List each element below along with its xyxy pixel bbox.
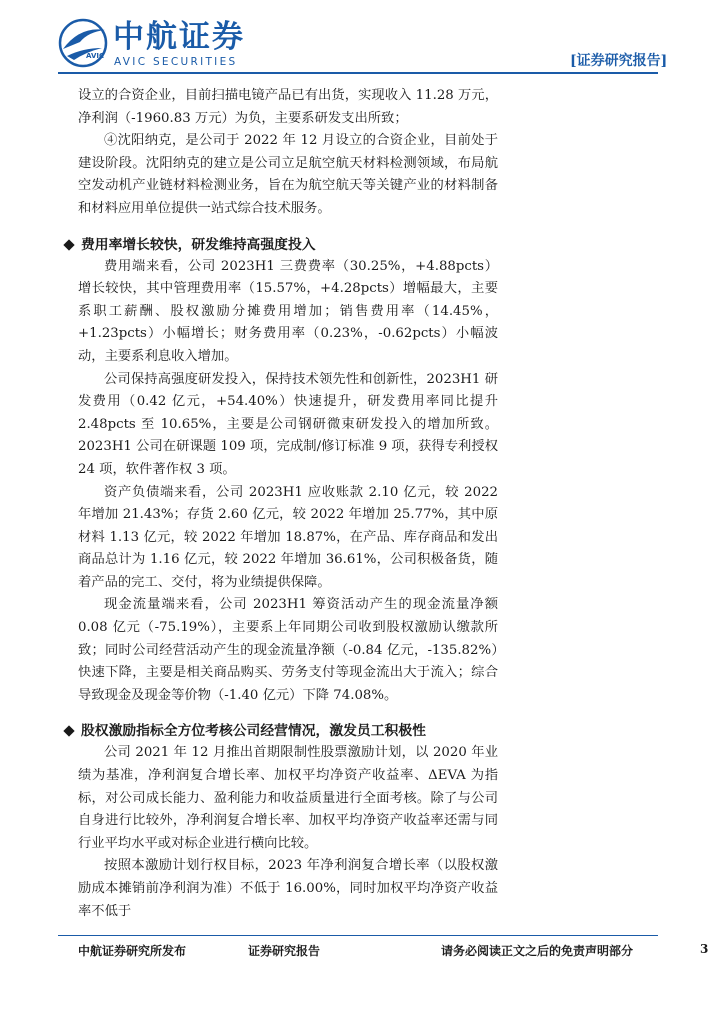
footer-divider bbox=[58, 935, 658, 936]
page-number: 3 bbox=[700, 942, 709, 956]
section-heading-text: 股权激励指标全方位考核公司经营情况，激发员工积极性 bbox=[81, 723, 426, 740]
footer-publisher: 中航证券研究所发布 bbox=[78, 944, 187, 958]
footer-disclaimer-note: 请务必阅读正文之后的免责声明部分 bbox=[441, 944, 634, 958]
diamond-bullet-icon bbox=[63, 239, 74, 250]
svg-text:AVIC: AVIC bbox=[86, 52, 105, 60]
header-divider bbox=[58, 72, 658, 74]
paragraph: 资产负债端来看，公司 2023H1 应收账款 2.10 亿元，较 2022 年增加 21.43%；存货 2.60 亿元，较 2022 年增加 25.77%，其中原材料 1.13 亿元，较 2022 年增加 18.87%，在产品、库存商品和发出商品总计为 1.16 亿元，较 2022 年增加 36.61%，公司积极备货，随着产品的完工、交付，将为业绩提供保障。 bbox=[78, 484, 498, 590]
brand-name-en: AVIC SECURITIES bbox=[114, 56, 238, 68]
section-heading bbox=[62, 234, 498, 256]
paragraph: ④沈阳纳克，是公司于 2022 年 12 月设立的合资企业，目前处于建设阶段。沈阳纳克的建立是公司立足航空航天材料检测领域，布局航空发动机产业链材料检测业务，旨在为航空航天等关键产业的材料制备和材料应用单位提供一站式综合技术服务。 bbox=[78, 133, 498, 216]
paragraph: 设立的合资企业，目前扫描电镜产品已有出货，实现收入 11.28 万元，净利润（-1960.83 万元）为负，主要系研发支出所致； bbox=[78, 88, 498, 126]
diamond-bullet-icon bbox=[63, 726, 74, 737]
brand-name-cn: 中航证券 bbox=[113, 19, 245, 55]
paragraph: 按照本激励计划行权目标，2023 年净利润复合增长率（以股权激励成本摊销前净利润为准）不低于 16.00%，同时加权平均净资产收益率不低于 bbox=[78, 858, 498, 919]
paragraph: 公司 2021 年 12 月推出首期限制性股票激励计划，以 2020 年业绩为基准，净利润复合增长率、加权平均净资产收益率、ΔEVA 为指标，对公司成长能力、盈利能力和收益质量进行全面考核。除了与公司自身进行比较外，净利润复合增长率、加权平均净资产收益率还需与同行业平均水平或对标企业进行横向比较。 bbox=[78, 745, 498, 851]
section-heading-text: 费用率增长较快，研发维持高强度投入 bbox=[81, 236, 316, 253]
paragraph: 现金流量端来看，公司 2023H1 筹资活动产生的现金流量净额 0.08 亿元（-75.19%），主要系上年同期公司收到股权激励认缴款所致；同时公司经营活动产生的现金流量净额（-0.84 亿元，-135.82%）快速下降，主要是相关商品购买、劳务支付等现金流出大于流入；综合导致现金及现金等价物（-1.40 亿元）下降 74.08%。 bbox=[78, 597, 498, 703]
footer-report-type: 证券研究报告 bbox=[248, 944, 321, 958]
main-content bbox=[78, 85, 498, 923]
paragraph: 费用端来看，公司 2023H1 三费费率（30.25%，+4.88pcts）增长较快，其中管理费用率（15.57%，+4.28pcts）增幅最大，主要系职工薪酬、股权激励分摊费用增加；销售费用率（14.45%，+1.23pcts）小幅增长；财务费用率（0.23%，-0.62pcts）小幅波动，主要系利息收入增加。 bbox=[78, 258, 498, 364]
paragraph: 公司保持高强度研发投入，保持技术领先性和创新性，2023H1 研发费用（0.42 亿元，+54.40%）快速提升，研发费用率同比提升 2.48pcts 至 10.65%，主要是公司钢研微束研发投入的增加所致。2023H1 公司在研课题 109 项，完成制/修订标准 9 项，获得专利授权 24 项，软件著作权 3 项。 bbox=[78, 371, 498, 477]
page-header bbox=[0, 0, 724, 80]
avic-logo-icon bbox=[58, 18, 108, 68]
report-type-tag: [证券研究报告] bbox=[570, 53, 668, 69]
section-heading bbox=[62, 720, 498, 742]
